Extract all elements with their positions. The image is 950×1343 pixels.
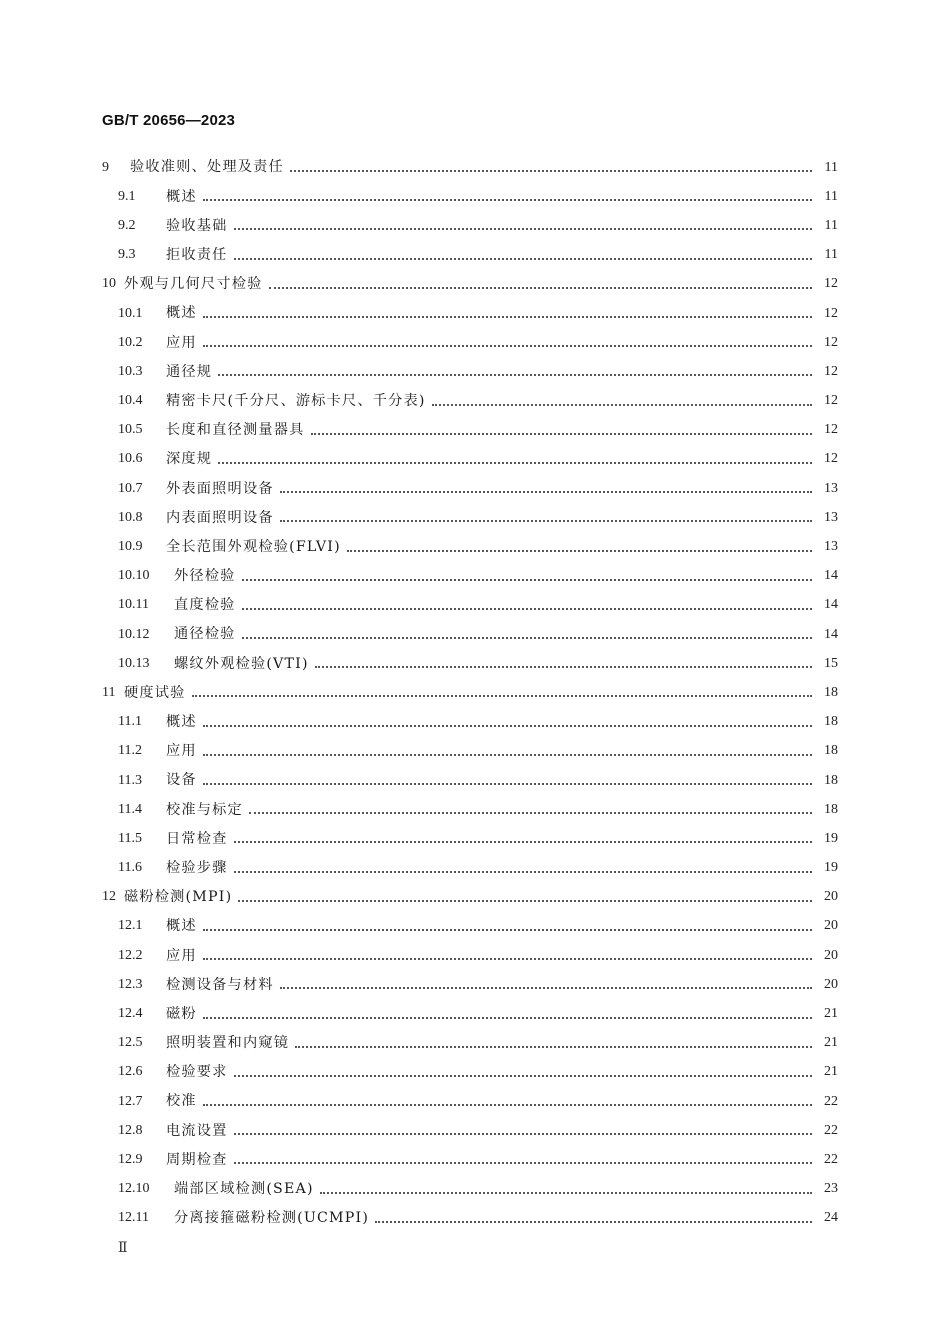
toc-entry-page: 12: [824, 451, 838, 467]
toc-entry-number: 11.6: [118, 860, 142, 876]
toc-entry-title: 检测设备与材料: [166, 976, 274, 993]
toc-entry-number: 10.2: [118, 334, 143, 350]
toc-entry-title: 磁粉检测(MPI): [124, 889, 233, 906]
toc-leader-dots: [203, 1103, 812, 1106]
toc-entry[interactable]: [102, 912, 838, 941]
toc-entry[interactable]: [102, 824, 838, 853]
toc-entry-number: 12: [102, 889, 116, 905]
toc-leader-dots: [315, 665, 812, 668]
toc-entry-page: 11: [824, 159, 838, 175]
toc-entry-number: 12.2: [118, 947, 143, 963]
toc-leader-dots: [280, 986, 812, 989]
toc-entry-page: 20: [824, 918, 838, 934]
toc-entry[interactable]: [102, 999, 838, 1028]
toc-entry-page: 13: [824, 539, 838, 555]
toc-entry[interactable]: [102, 532, 838, 561]
toc-entry-number: 9.2: [118, 217, 136, 233]
toc-entry[interactable]: [102, 445, 838, 474]
toc-entry-title: 概述: [166, 188, 197, 205]
toc-entry-title: 概述: [166, 305, 197, 322]
toc-leader-dots: [242, 636, 812, 639]
toc-entry-number: 10.8: [118, 509, 143, 525]
toc-entry-title: 应用: [166, 743, 197, 760]
toc-entry[interactable]: [102, 737, 838, 766]
toc-entry-title: 设备: [166, 772, 197, 789]
toc-entry-number: 12.4: [118, 1006, 143, 1022]
toc-entry-number: 10.5: [118, 422, 143, 438]
toc-entry[interactable]: [102, 562, 838, 591]
toc-entry[interactable]: [102, 1087, 838, 1116]
toc-entry-title: 磁粉: [166, 1005, 197, 1022]
toc-entry-title: 分离接箍磁粉检测(UCMPI): [174, 1210, 370, 1227]
toc-leader-dots: [234, 1161, 812, 1164]
toc-entry-page: 23: [824, 1181, 838, 1197]
toc-entry[interactable]: [102, 708, 838, 737]
toc-entry-number: 10.10: [118, 568, 150, 584]
toc-leader-dots: [234, 227, 812, 230]
toc-entry-page: 11: [824, 217, 838, 233]
toc-entry[interactable]: [102, 1116, 838, 1145]
toc-entry[interactable]: [102, 766, 838, 795]
toc-entry-page: 20: [824, 889, 838, 905]
toc-entry[interactable]: [102, 1175, 838, 1204]
toc-entry-title: 硬度试验: [124, 684, 186, 701]
toc-entry[interactable]: [102, 1058, 838, 1087]
page-number-footer: Ⅱ: [118, 1241, 128, 1256]
toc-entry-page: 12: [824, 422, 838, 438]
toc-entry-number: 10.13: [118, 655, 150, 671]
toc-entry[interactable]: [102, 299, 838, 328]
toc-entry[interactable]: [102, 328, 838, 357]
toc-leader-dots: [269, 286, 813, 289]
toc-entry-page: 11: [824, 188, 838, 204]
toc-entry-title: 验收基础: [166, 217, 228, 234]
toc-entry-number: 12.5: [118, 1035, 143, 1051]
toc-entry-page: 13: [824, 509, 838, 525]
toc-entry-number: 12.7: [118, 1093, 143, 1109]
toc-leader-dots: [203, 928, 812, 931]
toc-leader-dots: [320, 1191, 812, 1194]
table-of-contents: [102, 153, 838, 1233]
toc-entry-page: 21: [824, 1006, 838, 1022]
toc-entry[interactable]: [102, 474, 838, 503]
toc-entry-page: 12: [824, 276, 838, 292]
toc-entry[interactable]: [102, 211, 838, 240]
toc-leader-dots: [242, 578, 812, 581]
toc-entry[interactable]: [102, 970, 838, 999]
toc-entry-page: 24: [824, 1210, 838, 1226]
toc-entry-number: 12.6: [118, 1064, 143, 1080]
toc-entry-number: 11.4: [118, 801, 142, 817]
toc-leader-dots: [203, 344, 812, 347]
toc-entry-page: 12: [824, 363, 838, 379]
toc-entry[interactable]: [102, 241, 838, 270]
toc-entry-title: 检验步骤: [166, 859, 228, 876]
toc-entry-title: 电流设置: [166, 1122, 228, 1139]
toc-entry-page: 18: [824, 772, 838, 788]
toc-entry-title: 外表面照明设备: [166, 480, 274, 497]
toc-entry-title: 深度规: [166, 451, 213, 468]
toc-leader-dots: [203, 724, 812, 727]
toc-entry-page: 12: [824, 305, 838, 321]
toc-entry-number: 12.11: [118, 1210, 149, 1226]
toc-entry-title: 应用: [166, 947, 197, 964]
toc-entry-title: 外径检验: [174, 568, 236, 585]
toc-leader-dots: [234, 257, 812, 260]
toc-entry-number: 9.3: [118, 247, 136, 263]
toc-entry-number: 12.8: [118, 1122, 143, 1138]
toc-entry[interactable]: [102, 416, 838, 445]
toc-entry[interactable]: [102, 941, 838, 970]
toc-leader-dots: [249, 811, 812, 814]
toc-entry[interactable]: [102, 153, 838, 182]
document-header: GB/T 20656—2023: [102, 112, 236, 129]
toc-entry[interactable]: [102, 1029, 838, 1058]
toc-entry-number: 9: [102, 159, 109, 175]
toc-leader-dots: [242, 607, 812, 610]
toc-leader-dots: [238, 899, 812, 902]
toc-entry-number: 10.4: [118, 393, 143, 409]
toc-entry-number: 10.11: [118, 597, 149, 613]
toc-entry-title: 外观与几何尺寸检验: [124, 276, 263, 293]
toc-entry-title: 应用: [166, 334, 197, 351]
toc-entry-title: 直度检验: [174, 597, 236, 614]
toc-entry-number: 10.1: [118, 305, 143, 321]
toc-entry[interactable]: [102, 649, 838, 678]
toc-entry-page: 22: [824, 1122, 838, 1138]
toc-entry-title: 校准: [166, 1093, 197, 1110]
toc-entry-page: 11: [824, 247, 838, 263]
toc-entry-number: 12.3: [118, 976, 143, 992]
toc-entry-page: 13: [824, 480, 838, 496]
toc-entry-page: 20: [824, 976, 838, 992]
toc-entry-title: 端部区域检测(SEA): [174, 1181, 314, 1198]
toc-leader-dots: [218, 373, 812, 376]
toc-entry-number: 11.3: [118, 772, 142, 788]
toc-leader-dots: [234, 1074, 812, 1077]
toc-entry-title: 校准与标定: [166, 801, 243, 818]
toc-entry-page: 18: [824, 743, 838, 759]
toc-entry[interactable]: [102, 270, 838, 299]
toc-entry-page: 18: [824, 714, 838, 730]
toc-entry-page: 22: [824, 1151, 838, 1167]
toc-entry-title: 日常检查: [166, 830, 228, 847]
toc-leader-dots: [203, 782, 812, 785]
toc-entry-number: 11: [102, 684, 116, 700]
toc-leader-dots: [347, 549, 812, 552]
toc-leader-dots: [280, 519, 812, 522]
toc-entry-title: 螺纹外观检验(VTI): [174, 655, 309, 672]
toc-entry-title: 验收准则、处理及责任: [130, 159, 284, 176]
toc-entry-title: 全长范围外观检验(FLVI): [166, 538, 341, 555]
toc-entry-number: 10.7: [118, 480, 143, 496]
toc-leader-dots: [203, 753, 812, 756]
toc-entry-title: 精密卡尺(千分尺、游标卡尺、千分表): [166, 392, 426, 409]
toc-entry[interactable]: [102, 620, 838, 649]
toc-leader-dots: [234, 870, 812, 873]
toc-leader-dots: [311, 432, 813, 435]
toc-entry-title: 概述: [166, 918, 197, 935]
toc-entry-page: 19: [824, 830, 838, 846]
toc-leader-dots: [432, 403, 812, 406]
toc-leader-dots: [203, 315, 812, 318]
toc-leader-dots: [280, 490, 812, 493]
toc-entry-number: 12.10: [118, 1181, 150, 1197]
toc-entry[interactable]: [102, 854, 838, 883]
toc-leader-dots: [218, 461, 812, 464]
toc-leader-dots: [295, 1045, 812, 1048]
toc-entry[interactable]: [102, 883, 838, 912]
toc-leader-dots: [203, 957, 812, 960]
toc-leader-dots: [290, 169, 812, 172]
toc-entry-number: 10.3: [118, 363, 143, 379]
toc-entry-page: 12: [824, 334, 838, 350]
toc-entry-title: 周期检查: [166, 1151, 228, 1168]
toc-entry-number: 10.12: [118, 626, 150, 642]
toc-entry-number: 10.9: [118, 539, 143, 555]
toc-entry-title: 拒收责任: [166, 247, 228, 264]
toc-entry-page: 14: [824, 568, 838, 584]
toc-leader-dots: [203, 1016, 812, 1019]
toc-entry-page: 20: [824, 947, 838, 963]
toc-entry[interactable]: [102, 678, 838, 707]
toc-entry-title: 长度和直径测量器具: [166, 422, 305, 439]
toc-entry-page: 22: [824, 1093, 838, 1109]
toc-entry[interactable]: [102, 591, 838, 620]
toc-leader-dots: [234, 1132, 812, 1135]
toc-entry-number: 10.6: [118, 451, 143, 467]
toc-entry-number: 12.1: [118, 918, 143, 934]
toc-entry-title: 内表面照明设备: [166, 509, 274, 526]
toc-entry-title: 概述: [166, 714, 197, 731]
toc-entry-title: 通径检验: [174, 626, 236, 643]
toc-entry[interactable]: [102, 182, 838, 211]
toc-entry[interactable]: [102, 1145, 838, 1174]
toc-entry[interactable]: [102, 387, 838, 416]
toc-leader-dots: [234, 840, 812, 843]
toc-entry[interactable]: [102, 357, 838, 386]
toc-leader-dots: [192, 694, 812, 697]
toc-entry-page: 12: [824, 393, 838, 409]
toc-entry-number: 11.2: [118, 743, 142, 759]
toc-entry-page: 18: [824, 801, 838, 817]
toc-entry-page: 14: [824, 626, 838, 642]
toc-entry-number: 11.5: [118, 830, 142, 846]
toc-entry-page: 14: [824, 597, 838, 613]
toc-entry[interactable]: [102, 795, 838, 824]
toc-entry-page: 15: [824, 655, 838, 671]
toc-leader-dots: [203, 198, 812, 201]
toc-entry-number: 12.9: [118, 1151, 143, 1167]
toc-entry-page: 19: [824, 860, 838, 876]
toc-entry-page: 21: [824, 1035, 838, 1051]
toc-entry-page: 18: [824, 684, 838, 700]
toc-entry-number: 9.1: [118, 188, 136, 204]
toc-entry-page: 21: [824, 1064, 838, 1080]
toc-entry-title: 照明装置和内窥镜: [166, 1035, 290, 1052]
toc-entry-number: 10: [102, 276, 116, 292]
toc-entry[interactable]: [102, 1204, 838, 1233]
toc-leader-dots: [375, 1220, 812, 1223]
toc-entry-number: 11.1: [118, 714, 142, 730]
toc-entry-title: 通径规: [166, 363, 213, 380]
toc-entry-title: 检验要求: [166, 1064, 228, 1081]
toc-entry[interactable]: [102, 503, 838, 532]
